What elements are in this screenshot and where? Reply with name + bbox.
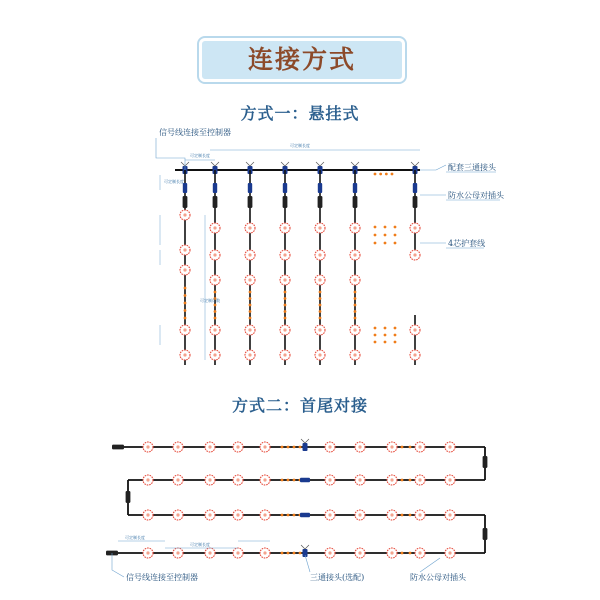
led-pixel [280, 250, 290, 260]
led-core [248, 353, 251, 356]
led-pixel [280, 275, 290, 285]
led-core [353, 278, 356, 281]
ellipsis-dot [384, 327, 387, 330]
ellipsis-dot [319, 310, 322, 313]
led-pixel [233, 442, 243, 452]
led-core [328, 445, 331, 448]
ellipsis-dot [385, 173, 388, 176]
led-pixel [325, 475, 335, 485]
led-core [448, 513, 451, 516]
m1-pixel-count-dim: 可定制灯数 [200, 298, 220, 303]
ellipsis-dot [284, 317, 287, 320]
ellipsis-dot [249, 317, 252, 320]
ellipsis-dot [394, 327, 397, 330]
led-pixel [350, 223, 360, 233]
led-core [183, 248, 186, 251]
ellipsis-dot [281, 514, 284, 517]
led-core [176, 551, 179, 554]
led-core [146, 513, 149, 516]
led-pixel [205, 548, 215, 558]
led-pixel [210, 350, 220, 360]
tee-prong [281, 162, 289, 166]
led-pixel [180, 325, 190, 335]
method-two-heading: 方式二：首尾对接 [231, 396, 369, 415]
led-pixel [205, 475, 215, 485]
ellipsis-dot [249, 310, 252, 313]
led-pixel [280, 325, 290, 335]
led-pixel [355, 548, 365, 558]
led-core [358, 478, 361, 481]
connector [413, 183, 417, 193]
led-core [418, 551, 421, 554]
led-core [413, 226, 416, 229]
plug [283, 196, 288, 208]
led-pixel [233, 475, 243, 485]
led-pixel [387, 548, 397, 558]
tee-prong [411, 162, 419, 166]
ellipsis-dot [214, 291, 217, 294]
connector [318, 183, 322, 193]
plug [413, 196, 418, 208]
connector [300, 513, 310, 517]
led-pixel [260, 475, 270, 485]
led-core [328, 513, 331, 516]
led-pixel [210, 223, 220, 233]
plug [318, 196, 323, 208]
ellipsis-dot [319, 304, 322, 307]
led-core [353, 328, 356, 331]
ellipsis-dot [379, 173, 382, 176]
led-core [390, 551, 393, 554]
led-pixel [315, 223, 325, 233]
led-pixel [280, 223, 290, 233]
ellipsis-dot [319, 291, 322, 294]
led-core [328, 478, 331, 481]
led-core [208, 445, 211, 448]
led-pixel [245, 223, 255, 233]
led-core [390, 478, 393, 481]
led-core [236, 551, 239, 554]
led-pixel [350, 350, 360, 360]
led-core [418, 478, 421, 481]
led-pixel [415, 475, 425, 485]
method-two-diagram [106, 439, 487, 558]
led-pixel [350, 250, 360, 260]
led-core [283, 353, 286, 356]
led-core [448, 551, 451, 554]
connector [248, 183, 252, 193]
ellipsis-dot [384, 234, 387, 237]
ellipsis-dot [354, 304, 357, 307]
ellipsis-dot [384, 226, 387, 229]
plug [353, 196, 358, 208]
ellipsis-dot [287, 514, 290, 517]
ellipsis-dot [184, 309, 187, 312]
led-core [248, 328, 251, 331]
ellipsis-dot [384, 242, 387, 245]
led-core [263, 478, 266, 481]
ellipsis-dot [394, 234, 397, 237]
led-core [358, 551, 361, 554]
led-core [448, 445, 451, 448]
led-core [183, 353, 186, 356]
ellipsis-dot [184, 294, 187, 297]
ellipsis-dot [409, 552, 412, 555]
led-core [283, 253, 286, 256]
led-pixel [325, 510, 335, 520]
ellipsis-dot [354, 297, 357, 300]
ellipsis-dot [249, 297, 252, 300]
led-pixel [415, 548, 425, 558]
led-core [390, 445, 393, 448]
ellipsis-dot [401, 446, 404, 449]
ellipsis-dot [374, 334, 377, 337]
ellipsis-dot [284, 304, 287, 307]
led-pixel [210, 250, 220, 260]
plug [248, 196, 253, 208]
m1-cable-label: 4芯护套线 [448, 239, 486, 248]
plug [112, 445, 124, 450]
led-core [418, 513, 421, 516]
ellipsis-dot [287, 552, 290, 555]
led-core [358, 513, 361, 516]
ellipsis-dot [284, 310, 287, 313]
ellipsis-dot [281, 479, 284, 482]
m1-bus-length-dim: 可定制长度 [290, 143, 310, 148]
led-pixel [245, 250, 255, 260]
led-pixel [210, 275, 220, 285]
ellipsis-dot [284, 291, 287, 294]
ellipsis-dot [354, 310, 357, 313]
led-pixel [410, 325, 420, 335]
led-pixel [355, 510, 365, 520]
led-core [208, 513, 211, 516]
led-pixel [315, 250, 325, 260]
ellipsis-dot [184, 287, 187, 290]
ellipsis-dot [384, 341, 387, 344]
led-core [318, 328, 321, 331]
ellipsis-dot [293, 446, 296, 449]
m1-segment-dim: 可定制长度 [190, 153, 210, 158]
led-core [263, 513, 266, 516]
led-pixel [410, 250, 420, 260]
led-core [213, 253, 216, 256]
led-core [213, 328, 216, 331]
led-pixel [415, 510, 425, 520]
led-core [146, 445, 149, 448]
ellipsis-dot [401, 479, 404, 482]
method-one-heading: 方式一：悬挂式 [240, 104, 360, 123]
led-pixel [173, 475, 183, 485]
ellipsis-dot [293, 514, 296, 517]
led-pixel [245, 275, 255, 285]
led-core [390, 513, 393, 516]
m2-waterproof-label: 防水公母对插头 [410, 573, 466, 582]
ellipsis-dot [287, 479, 290, 482]
led-pixel [260, 510, 270, 520]
ellipsis-dot [374, 341, 377, 344]
led-pixel [355, 475, 365, 485]
led-pixel [210, 325, 220, 335]
ellipsis-dot [319, 317, 322, 320]
led-core [353, 353, 356, 356]
ellipsis-dot [391, 173, 394, 176]
led-pixel [180, 210, 190, 220]
ellipsis-dot [394, 226, 397, 229]
ellipsis-dot [374, 173, 377, 176]
led-pixel [445, 510, 455, 520]
led-core [183, 213, 186, 216]
led-core [328, 551, 331, 554]
connector [213, 183, 217, 193]
led-core [353, 226, 356, 229]
tee-prong [301, 545, 309, 549]
ellipsis-dot [287, 446, 290, 449]
led-pixel [180, 245, 190, 255]
ellipsis-dot [409, 479, 412, 482]
m2-segment-dim: 可定制长度 [125, 535, 145, 540]
ellipsis-dot [293, 552, 296, 555]
tee-prong [316, 162, 324, 166]
led-pixel [280, 350, 290, 360]
led-core [248, 226, 251, 229]
m1-lead-dim: 可定制长度 [164, 179, 184, 184]
led-pixel [325, 548, 335, 558]
led-pixel [245, 350, 255, 360]
ellipsis-dot [319, 297, 322, 300]
led-pixel [445, 475, 455, 485]
led-core [183, 268, 186, 271]
m1-controller-label: 信号线连接至控制器 [159, 128, 231, 137]
led-pixel [315, 350, 325, 360]
ellipsis-dot [409, 446, 412, 449]
led-pixel [445, 548, 455, 558]
tee-prong [211, 162, 219, 166]
led-core [208, 478, 211, 481]
led-pixel [410, 223, 420, 233]
led-core [248, 253, 251, 256]
m2-controller-label: 信号线连接至控制器 [126, 573, 198, 582]
led-pixel [355, 442, 365, 452]
ellipsis-dot [384, 334, 387, 337]
led-core [213, 353, 216, 356]
plug [126, 491, 131, 503]
led-pixel [387, 510, 397, 520]
m1-tee-label: 配套三通接头 [448, 163, 496, 172]
ellipsis-dot [214, 304, 217, 307]
led-pixel [350, 325, 360, 335]
led-pixel [350, 275, 360, 285]
tee-prong [301, 439, 309, 443]
ellipsis-dot [401, 514, 404, 517]
led-core [418, 445, 421, 448]
led-pixel [245, 325, 255, 335]
led-core [176, 513, 179, 516]
led-pixel [260, 442, 270, 452]
plug [483, 456, 488, 468]
led-core [176, 445, 179, 448]
led-core [353, 253, 356, 256]
page-title: 连接方式 [247, 45, 356, 74]
plug [213, 196, 218, 208]
led-core [413, 253, 416, 256]
ellipsis-dot [354, 291, 357, 294]
connector [283, 183, 287, 193]
ellipsis-dot [184, 302, 187, 305]
ellipsis-dot [394, 242, 397, 245]
led-core [263, 445, 266, 448]
ellipsis-dot [284, 297, 287, 300]
led-pixel [173, 442, 183, 452]
led-pixel [143, 442, 153, 452]
led-core [213, 278, 216, 281]
led-pixel [205, 510, 215, 520]
led-pixel [205, 442, 215, 452]
led-pixel [143, 548, 153, 558]
led-pixel [315, 325, 325, 335]
led-core [236, 478, 239, 481]
led-core [146, 478, 149, 481]
connector [183, 183, 187, 193]
method-one-diagram [160, 150, 420, 365]
led-core [236, 513, 239, 516]
plug [483, 528, 488, 540]
ellipsis-dot [184, 317, 187, 320]
led-pixel [387, 475, 397, 485]
led-pixel [233, 548, 243, 558]
ellipsis-dot [214, 317, 217, 320]
led-pixel [173, 548, 183, 558]
led-core [248, 278, 251, 281]
led-pixel [410, 350, 420, 360]
led-core [183, 328, 186, 331]
led-core [146, 551, 149, 554]
led-core [283, 328, 286, 331]
ellipsis-dot [394, 341, 397, 344]
connector [353, 183, 357, 193]
ellipsis-dot [354, 317, 357, 320]
led-pixel [180, 350, 190, 360]
ellipsis-dot [374, 327, 377, 330]
ellipsis-dot [299, 552, 302, 555]
led-core [413, 353, 416, 356]
led-pixel [260, 548, 270, 558]
plug [183, 196, 188, 208]
ellipsis-dot [374, 226, 377, 229]
ellipsis-dot [299, 446, 302, 449]
led-core [283, 226, 286, 229]
tee-connector [303, 443, 308, 451]
ellipsis-dot [249, 291, 252, 294]
led-pixel [180, 265, 190, 275]
led-pixel [143, 510, 153, 520]
ellipsis-dot [409, 514, 412, 517]
ellipsis-dot [293, 479, 296, 482]
led-pixel [315, 275, 325, 285]
ellipsis-dot [249, 304, 252, 307]
led-core [176, 478, 179, 481]
led-pixel [143, 475, 153, 485]
tee-prong [351, 162, 359, 166]
ellipsis-dot [281, 552, 284, 555]
connector [300, 478, 310, 482]
m2-total-dim: 可定制长度 [190, 542, 210, 547]
led-pixel [387, 442, 397, 452]
m1-waterproof-label: 防水公母对插头 [448, 191, 504, 200]
led-pixel [445, 442, 455, 452]
led-core [413, 328, 416, 331]
led-core [263, 551, 266, 554]
led-core [358, 445, 361, 448]
ellipsis-dot [281, 446, 284, 449]
led-pixel [415, 442, 425, 452]
led-pixel [173, 510, 183, 520]
led-core [208, 551, 211, 554]
led-core [318, 226, 321, 229]
led-core [448, 478, 451, 481]
led-core [318, 278, 321, 281]
m2-tee-label: 三通接头(选配) [310, 573, 365, 582]
led-core [283, 278, 286, 281]
ellipsis-dot [394, 334, 397, 337]
ellipsis-dot [401, 552, 404, 555]
led-core [318, 353, 321, 356]
ellipsis-dot [374, 242, 377, 245]
led-core [318, 253, 321, 256]
led-pixel [325, 442, 335, 452]
ellipsis-dot [374, 234, 377, 237]
ellipsis-dot [214, 310, 217, 313]
led-core [236, 445, 239, 448]
led-pixel [233, 510, 243, 520]
led-core [213, 226, 216, 229]
tee-prong [246, 162, 254, 166]
